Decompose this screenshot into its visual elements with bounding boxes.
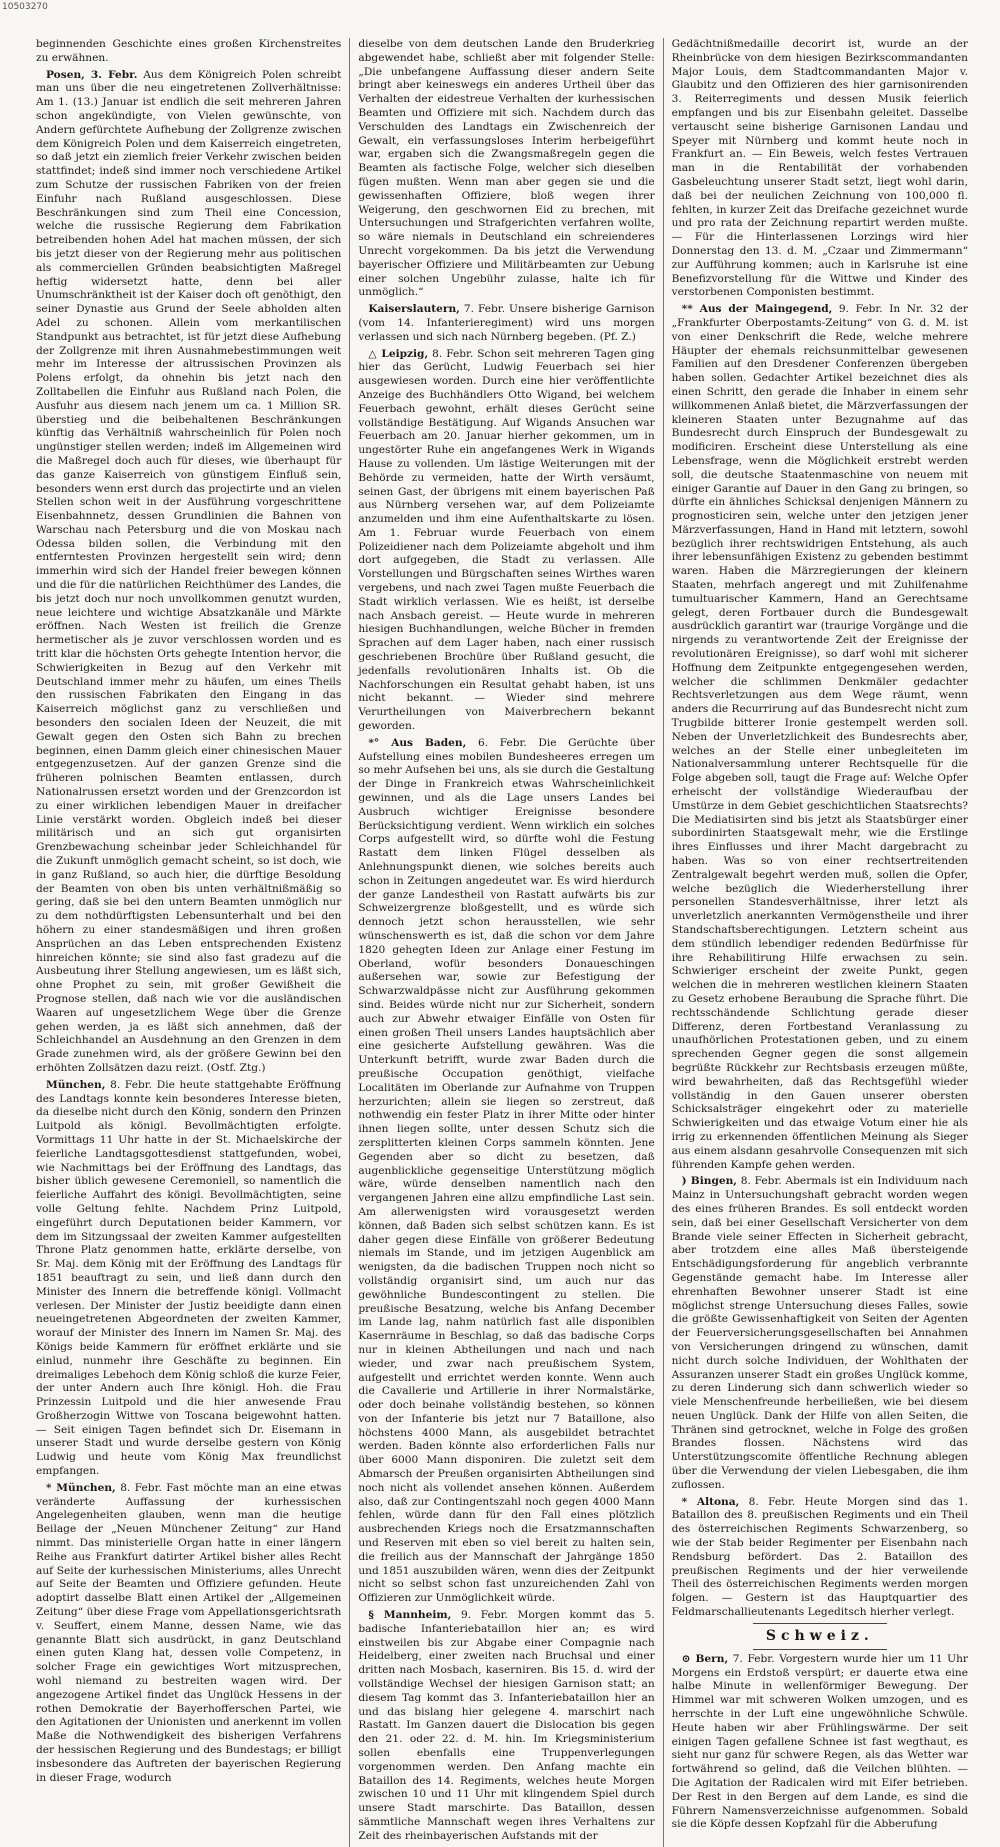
article-paragraph <box>672 303 968 1172</box>
article-dateline: ⊙ Bern, <box>681 1652 729 1665</box>
article-paragraph <box>358 1609 654 1844</box>
article-paragraph <box>358 303 654 344</box>
section-rule <box>753 1649 886 1650</box>
article-paragraph <box>358 348 654 734</box>
article-body: Aus dem Königreich Polen schreibt man uns über die neu eingetretenen Zollverhältnisse: Am 1. (13.) Januar ist endlich die seit mehreren Jahren schon angekündigte, von Vielen gewünschte, von Andern gefürchtete Aufhebung der Zollgrenze zwischen dem Königreich Polen und dem Kaiserreich eingetreten, so daß jetzt ein ziemlich freier Verkehr zwischen beiden stattfindet; indeß sind immer noch verschiedene Artikel zum Schutze der russischen Fabriken von der freien Einfuhr nach Rußland ausgeschlossen. Diese Beschränkungen sind zum Theil eine Concession, welche die russische Regierung dem Fabrikation betreibenden hohen Adel hat machen müssen, der sich bis jetzt dieser von der Regierung mehr aus politischen als commerciellen Gründen beabsichtigten Maßregel heftig widersetzt hatte, denn bei aller Unumschränktheit ist der Kaiser doch oft genöthigt, den seiner Dynastie aus Grund der Seele abholden alten Adel zu schonen. Allein vom merkantilischen Standpunkt aus betrachtet, ist für jetzt diese Aufhebung der Zollgrenze mit ihren Ausnahmebestimmungen weit mehr im Interesse der altrussischen Provinzen als Polens erfolgt, da ohnehin bis jetzt nach den Zolltabellen die Einfuhr aus Rußland nach Polen, die Ausfuhr aus diesem nach jenem um ca. 1 Million SR. überstieg und die beibehaltenen Beschränkungen künftig das Verhältniß wahrscheinlich für Polen noch ungünstiger stellen werden; indeß im Allgemeinen wird die Maßregel doch auch für dieses, wie überhaupt für das ganze Kaiserreich von günstigem Einfluß sein, besonders wenn erst durch das projectirte und an vielen Stellen schon weit in der Ausführung vorgeschrittene Eisenbahnnetz, dessen Grundlinien die Bahnen von Warschau nach Petersburg und die von Moskau nach Odessa bilden sollen, die Verbindung mit den entferntesten Provinzen hergestellt sein wird; denn immerhin wird sich der Handel freier bewegen können und die für die natürlichen Reichthümer des Landes, die bis jetzt doch nur noch unvollkommen genutzt wurden, neue leichtere und wichtige Absatzkanäle und Märkte eröffnen. Nach Westen ist freilich die Grenze hermetischer als je zuvor verschlossen worden und es tritt klar die höchsten Orts gehegte Intention hervor, die Schwierigkeiten in Bezug auf den Verkehr mit Deutschland immer mehr zu häufen, um eines Theils den russischen Fabrikaten den Eingang in das Kaiserreich möglichst ganz zu verschließen und besonders den socialen Ideen der Neuzeit, die mit Gewalt gegen den Osten sich Bahn zu brechen beginnen, einen Damm gleich einer chinesischen Mauer entgegenzusetzen. Auf der ganzen Grenze sind die früheren polnischen Beamten entlassen, durch Nationalrussen ersetzt worden und der Grenzcordon ist zu einer wirklichen lebendigen Mauer in dreifacher Linie verstärkt worden. Obgleich indeß bei dieser militärisch und an sich gut organisirten Grenzbewachung scheinbar jeder Schleichhandel für die Zukunft unmöglich gemacht scheint, so ist doch, wie in ganz Rußland, so auch hier, die dürftige Besoldung der Beamten von oben bis unten verhältnißmäßig so gering, daß sie bei den untern Beamten unmöglich nur zu dem nothdürftigsten Lebensunterhalt und bei den höhern zu einer standesmäßigen und ihren großen Ansprüchen an das Leben entsprechenden Existenz hinreichen könnte; sie sind also fast gradezu auf die Ausbeutung ihrer Stellung angewiesen, um es läßt sich, ohne Prophet zu sein, mit großer Gewißheit die Prognose stellen, daß nach wie vor die ausländischen Waaren auf ungesetzlichem Wege über die Grenze gehen werden, ja es läßt sich annehmen, daß der Schleichhandel an Ausdehnung an den Grenzen in dem Grade zunehmen wird, als der größere Gewinn bei den erhöhten Zollsätzen dazu reizt. (Ostf. Ztg.) <box>36 68 342 1074</box>
article-body: 7. Febr. Unsere bisherige Garnison (vom 14. Infanterieregiment) wird uns morgen verlassen und sich nach Nürnberg begeben. (Pf. Z.) <box>358 303 655 343</box>
article-body: 8. Febr. Abermals ist ein Individuum nach Mainz in Untersuchungshaft gebracht worden wegen des eines früheren Brandes. Es soll entdeckt worden sein, daß bei einer Gesellschaft Versicherter von dem Brande viele seiner Effecten in Sicherheit gebracht, aber trotzdem eine alles Maß übersteigende Entschädigungsforderung für angeblich verbrannte Gegenstände gemacht habe. Im Interesse aller ehrenhaften Bewohner unserer Stadt ist eine möglichst strenge Untersuchung dieses Falles, sowie die größte Gewissenhaftigkeit von Seiten der Agenten der Feuerversicherungsgesellschaften bei Annahmen von Versicherungen dringend zu wünschen, damit nicht durch solche Individuen, der Wohlthaten der Assuranzen unserer Stadt ein großes Unglück komme, zu deren Linderung sich dann schwerlich wieder so viele Menschenfreunde herbeiließen, wie bei diesem neuen Unglück. Dank der Hilfe von allen Seiten, die Thränen sind getrocknet, welche in Folge des großen Brandes flossen. Nächstens wird das Unterstützungscomite öffentliche Rechnung ablegen über die Verwendung der vielen Liebesgaben, die ihm zuflossen. <box>671 1175 968 1491</box>
article-dateline: § Mannheim, <box>368 1609 452 1622</box>
article-body: 8. Febr. Schon seit mehreren Tagen ging hier das Gerücht, Ludwig Feuerbach sei hier ausgewiesen worden. Durch eine hier veröffentlichte Anzeige des Buchhändlers Otto Wigand, bei welchem Feuerbach gewohnt, erhält dieses Gerücht seine vollständige Bestätigung. Auf Wigands Ansuchen war Feuerbach am 20. Januar hierher gekommen, um in ungestörter Ruhe ein angefangenes Werk in Wigands Hause zu vollenden. Um lästige Weiterungen mit der Behörde zu vermeiden, hatte der Wirth versäumt, seinen Gast, der übrigens mit einem bayerischen Paß aus Nürnberg versehen war, auf dem Polizeiamte anzumelden und ihm eine Aufenthaltskarte zu lösen. Am 1. Februar wurde Feuerbach von einem Polizeidiener nach dem Polizeiamte abgeholt und ihm dort aufgegeben, die Stadt zu verlassen. Alle Vorstellungen und Bürgschaften seines Wirthes waren vergebens, und nach zwei Tagen mußte Feuerbach die Stadt wirklich verlassen. Wie es heißt, ist derselbe nach Ansbach gereist. — Heute wurde in mehreren hiesigen Buchhandlungen, welche Bücher in fremden Sprachen auf dem Lager haben, nach einer russisch geschriebenen Brochüre über Rußland gesucht, die jedenfalls revolutionären Inhalts ist. Ob die Nachforschungen ein Resultat gehabt haben, ist uns nicht bekannt. — Wieder sind mehrere Verurtheilungen von Maiverbrechern bekannt geworden. <box>358 347 655 733</box>
article-dateline: Kaiserslautern, <box>368 303 460 316</box>
section-heading: Schweiz. <box>765 1627 874 1644</box>
article-body: 8. Febr. Die heute stattgehabte Eröffnung des Landtags konnte kein besonderes Interesse bieten, da dieselbe nicht durch den König, sondern den Prinzen Luitpold als königl. Bevollmächtigten erfolgte. Vormittags 11 Uhr hatte in der St. Michaelskirche der feierliche Landtagsgottesdienst stattgefunden, wobei, wie Nachmittags bei der Eröffnung des Landtags, das bisher üblich gewesene Ceremoniell, so namentlich die feierliche Auffahrt des königl. Bevollmächtigten, seine volle Geltung fehlte. Nachdem Prinz Luitpold, eingeführt durch Deputationen beider Kammern, vor dem im Sitzungssaal der zweiten Kammer aufgestellten Throne Platz genommen hatte, erklärte derselbe, von Sr. Maj. dem König mit der Eröffnung des Landtags für 1851 beauftragt zu sein, und ließ dann durch den Minister des Innern die betreffende königl. Vollmacht verlesen. Der Minister der Justiz beeidigte dann einen neueingetretenen Abgeordneten der zweiten Kammer, worauf der Minister des Innern im Namen Sr. Maj. des Königs beide Kammern für eröffnet erklärte und sie einlud, nunmehr ihre Geschäfte zu beginnen. Ein dreimaliges Lebehoch dem König schloß die kurze Feier, der unter Andern auch Ihre königl. Hoh. die Frau Prinzessin Luitpold und die hier anwesende Frau Großherzogin Wittwe von Toscana beigewohnt hatten. — Seit einigen Tagen befindet sich Dr. Eisemann in unserer Stadt und wurde derselbe gestern von König Ludwig und heute vom König Max freundlichst empfangen. <box>36 1078 342 1478</box>
article-paragraph <box>36 69 341 1076</box>
article-dateline: München, <box>46 1078 106 1091</box>
article-paragraph <box>358 737 654 1606</box>
article-dateline: Posen, 3. Febr. <box>46 68 138 81</box>
article-body: 6. Febr. Die Gerüchte über Aufstellung eines mobilen Bundesheeres erregen um so mehr Aufsehen bei uns, als sie durch die Gestaltung der Dinge in Frankreich etwas Wahrscheinlichkeit gewinnen, und als die Lage unsers Landes bei Ausbruch wichtiger Ereignisse besondere Berücksichtigung verdient. Wenn wirklich ein solches Corps aufgestellt wird, so dürfte wohl die Festung Rastatt dem linken Flügel desselben als Anlehnungspunkt dienen, wie solches bereits auch schon in Zeitungen angedeutet war. Es wird hierdurch der ganze Landestheil von Rastatt aufwärts bis zur Schweizergrenze bloßgestellt, und es würde sich dennoch jetzt schon herausstellen, wie sehr wünschenswerth es ist, daß die schon vor dem Jahre 1820 gehegten Ideen zur Anlage einer Festung im Oberland, wofür besonders Donaueschingen außersehen war, sowie zur Befestigung der Schwarzwaldpässe nicht zur Ausführung gekommen sind. Beides würde nicht nur zur Sicherheit, sondern auch zur Abwehr etwaiger Einfälle von Osten für einen großen Theil unsers Landes hauptsächlich aber eine gesicherte Aufstellung gewähren. Was die Unterkunft betrifft, wurde zwar Baden durch die preußische Occupation genöthigt, vielfache Localitäten im Oberlande zur Aufnahme von Truppen herzurichten; allein sie liegen so zerstreut, daß nothwendig ein fester Platz in ihrer Mitte oder hinter ihnen liegen sollte, unter dessen Schutz sich die zersplitterten kleinen Corps sammeln könnten. Jene Gegenden aber so dicht zu besetzen, daß augenblickliche gegenseitige Unterstützung möglich wäre, würde denselben namentlich nach den vergangenen Jahren eine allzu empfindliche Last sein. Am allerwenigsten wird vorausgesetzt werden können, daß Baden sich selbst schützen kann. Es ist daher gegen diese Einfälle von größerer Bedeutung niemals im Stande, und im jetzigen Augenblick am wenigsten, da die badischen Truppen noch nicht so vollständig organisirt sind, um auch nur das gewöhnliche Bundescontingent zu stellen. Die preußische Besatzung, welche bis Anfang December im Lande lag, nahm natürlich fast alle disponiblen Kasernräume in Beschlag, so daß das badische Corps nur in kleinen Abtheilungen und nach und nach wieder, und zwar nach preußischem System, aufgestellt und errichtet werden konnte. Wenn auch die Cavallerie und Artillerie in ihrer Normalstärke, oder doch beinahe vollständig bestehen, so können von der Infanterie bis jetzt nur 7 Bataillone, also höchstens 4000 Mann, als ausgebildet betrachtet werden. Baden könnte also erforderlichen Falls nur über 6000 Mann disponiren. Die zuletzt seit dem Abmarsch der Preußen organisirten Abtheilungen sind noch nicht als vollendet ansehen können. Außerdem also, daß zur Contingentszahl noch gegen 4000 Mann fehlen, würde dann für den Fall eines plötzlich ausbrechenden Kriegs noch die Ersatzmannschaften und Reserven mit eben so viel bereit zu halten sein, die freilich aus der Mannschaft der Jahrgänge 1850 und 1851 auszubilden wären, wenn dies der Zeitpunkt nicht so selbst schon fast unzureichenden Zahl von Offizieren zur Unmöglichkeit würde. <box>358 736 655 1605</box>
article-paragraph <box>36 38 341 66</box>
section-rule <box>753 1623 886 1624</box>
article-body: 9. Febr. Morgen kommt das 5. badische Infanteriebataillon hier an; es wird einstweilen bis zur Abgabe einer Compagnie nach Heidelberg, einer zweiten nach Bruchsal und einer dritten nach Mosbach, kaserniren. Bis 15. d. wird der vollständige Wechsel der hiesigen Garnison statt; an diesem Tag kommt das 3. Infanteriebataillon hier an und das bislang hier gelegene 4. marschirt nach Rastatt. Im Ganzen dauert die Dislocation bis gegen den 21. oder 22. d. M. hin. Im Kriegsministerium sollen ebenfalls eine Truppenverlegungen vorgenommen werden. Den Anfang machte ein Bataillon des 14. Regiments, welches heute Morgen zwischen 10 und 11 Uhr mit klingendem Spiel durch unsere Stadt marschirte. Das Bataillon, dessen sämmtliche Mannschaft wegen ihres Verhaltens zur Zeit des rheinbayerischen Aufstands mit der <box>358 1609 655 1842</box>
article-body: 8. Febr. Heute Morgen sind das 1. Bataillon des 8. preußischen Regiments und ein Theil des österreichischen Regiments Schwarzenberg, so wie der Stab beider Regimenter per Eisenbahn nach Rendsburg befördert. Das 2. Bataillon des preußischen Regiments und der hier verweilende Theil des österreichischen Regiments werden morgen folgen. — Gestern ist das Hauptquartier des Feldmarschallieutenants Legeditsch hierher verlegt. <box>671 1495 968 1619</box>
article-dateline: * Altona, <box>681 1495 740 1508</box>
article-body: 8. Febr. Fast möchte man an eine etwas veränderte Auffassung der kurhessischen Angelegenheiten glauben, wenn man die heutige Beilage der „Neuen Münchener Zeitung“ zur Hand nimmt. Das ministerielle Organ hatte in einer längern Reihe aus Frankfurt datirter Artikel bisher alles Recht auf Seite der kurhessischen Ministeriums, alles Unrecht auf Seite der Beamten und Offiziere gefunden. Heute adoptirt dasselbe Blatt einen Artikel der „Allgemeinen Zeitung“ über diese Frage vom Appellationsgerichtsrath v. Seuffert, einem Manne, dessen Name, wie das genannte Blatt sich ausdrückt, in ganz Deutschland einen guten Klang hat, dessen volle Competenz, in solcher Frage ein gewichtiges Wort mitzusprechen, wohl niemand zu bestreiten wagen wird. Der angezogene Artikel findet das Unglück Hessens in der rothen Demokratie der Bayerhofferschen Partei, wie den Agitationen der Unionisten und anerkennt im vollen Maße die Nothwendigkeit des bisherigen Verfahrens der hessischen Regierung und des Bundestags; er billigt insbesondere das Auftreten der bayerischen Regierung in dieser Frage, wodurch <box>36 1481 342 1784</box>
column-1 <box>36 38 349 1847</box>
article-body: Gedächtnißmedaille decorirt ist, wurde an der Rheinbrücke von dem hiesigen Bezirkscommandanten Major Louis, dem Stadtcommandanten Major v. Glaubitz und den Offizieren des hier garnisonirenden 3. Reiterregiments und dessen Musik feierlich empfangen und bis zur Eisenbahn geleitet. Dasselbe vertauscht seine bisherige Garnisonen Landau und Speyer mit Nürnberg und kommt heute noch in Frankfurt an. — Ein Beweis, welch festes Vertrauen man in die Rentabilität der vorhabenden Gasbeleuchtung unserer Stadt setzt, liegt wohl darin, daß bei der neulichen Zeichnung von 100,000 fl. fehlten, in kurzer Zeit das Dreifache gezeichnet wurde und pro rata der Zeichnung repartirt werden mußte. — Für die Hinterlassenen Lorzings wird hier Donnerstag den 13. d. M. „Czaar und Zimmermann“ zur Aufführung kommen; auch in Karlsruhe ist eine Benefizvorstellung für die Wittwe und Kinder des verstorbenen Componisten bestimmt. <box>671 38 968 299</box>
article-dateline: ** Aus der Maingegend, <box>681 303 833 316</box>
article-body: dieselbe von dem deutschen Lande den Bruderkrieg abgewendet habe, schließt aber mit folgender Stelle: „Die unbefangene Auffassung dieser andern Seite bringt aber keineswegs ein anderes Urtheil über das Verhalten der eidestreue Verhalten der kurhessischen Beamten und Offiziere mit sich. Nachdem durch das Verschulden des Landtags ein Zwischenreich der Gewalt, ein verfassungsloses Interim herbeigeführt war, ergaben sich die Zwangsmaßregeln gegen die Beamten als factische Folge, welcher sich dieselben fügen mußten. Wenn man aber gegen sie und die gewissenhaften Offiziere, bloß wegen ihrer Weigerung, den geschwornen Eid zu brechen, mit Untersuchungen und Strafgerichten verfahren wollte, so wäre niemals in Deutschland ein schreienderes Unrecht vorgekommen. Da bis jetzt die Verwendung bayerischer Offiziere und Militärbeamten zur Uebung einer solchen Ungebühr zulasse, halte ich für unmöglich.“ <box>358 38 655 299</box>
article-dateline: * München, <box>46 1481 116 1494</box>
article-paragraph <box>672 1653 968 1832</box>
article-dateline: △ Leipzig, <box>368 347 429 360</box>
article-paragraph <box>672 1175 968 1492</box>
article-body: beginnenden Geschichte eines großen Kirchenstreites zu erwähnen. <box>36 38 342 64</box>
article-paragraph <box>672 38 968 300</box>
article-paragraph <box>358 38 654 300</box>
article-paragraph <box>36 1079 341 1479</box>
newspaper-columns <box>36 38 976 1842</box>
column-2 <box>349 38 662 1847</box>
article-body: 9. Febr. In Nr. 32 der „Frankfurter Oberpostamts-Zeitung“ von G. d. M. ist von einer Denkschrift die Rede, welche mehrere Häupter der ehemals reichsunmittelbar gewesenen Familien auf den Dresdener Conferenzen übergeben haben sollen. Gedachter Artikel bezeichnet dies als einen Schritt, den gerade die Inhaber in einem sehr willkommenen Anlaß bietet, die Märzverfassungen der kleineren Staaten unter Bezugnahme auf das Bundesrecht durch Einspruch der Bundesgewalt zu modificiren. Erscheint diese Unterstellung als eine Lebensfrage, wenn die Möglichkeit erstrebt werden soll, die deutsche Staatenmaschine von neuem mit einiger Garantie auf Dauer in den Gang zu bringen, so dürfte ein ähnliches Schicksal denjenigen Männern zu prognosticiren sein, welche unter den jetzigen jener Märzverfassungen, Hand in Hand mit letztern, sowohl bezüglich ihrer rechtswidrigen Entstehung, als auch ihrer lebensunfähigen Existenz zu gebenden bestimmt waren. Haben die Märzregierungen der kleinern Staaten, mehrfach angeregt und mit Zuhilfenahme tumultuarischer Kammern, Hand an Gerechtsame gelegt, deren Fortbauer durch die Bundesgewalt ausdrücklich garantirt war (traurige Vorgänge und die nirgends zu verantwortende Zeit der Ereignisse der revolutionären Ereignisse), so darf wohl mit sicherer Hoffnung dem Zeitpunkte entgegengesehen werden, welcher die schlimmen Denkmäler gedachter Rechtsverletzungen aus dem Wege räumt, wenn anders die Recurrirung auf das Bundesrecht nicht zum Trugbilde bitterer Ironie gestempelt werden soll. Neben der Unverletzlichkeit des Bundesrechts aber, welches an der Stelle einer unbegleiteten im Nationalversammlung unterer Rechtsquelle für die Folge abgeben soll, taugt die Frage auf: Welche Opfer erheischt der vollständige Wiederaufbau der Umstürze in dem Gebiet geschichtlichen Staatsrechts? Die Mediatisirten sind bis jetzt als Staatsbürger einer subordinirten Staatsgewalt mehr, wie die Erstlinge ihres Einflusses und ihrer Macht dargebracht zu haben. Was so von einer rechtsertreitenden Zentralgewalt begehrt werden muß, sollen die Opfer, welche bezüglich die Wiederherstellung ihrer personellen Standesverhältnisse, ihrer letzt als unverletzlich anerkannten Vermögenstheile und ihrer Standschaftsberechtigungen. Letztern scheint aus dem stündlich lebendiger redenden Bedürfnisse für ihre Rehabilitirung Hilfe erwachsen zu sein. Schwieriger erscheint der zweite Punkt, gegen welchen die in mehreren westlichen kleinern Staaten zu Gesetz erhobene Beraubung die Sprache führt. Die rechtsschändende Schlichtung gerade dieser Differenz, deren Fortbestand Veranlassung zu unaufhörlichen Protestationen geben, und zu einem sprechenden Gegner gegen die sonst allgemein begrüßte Rückkehr zur Rechtsbasis erzeugen müßte, wird bewahrheiten, daß das Rechtsgefühl wieder vollständig in den Gauen unserer obersten Schicksalsträger eingekehrt oder zu materielle Schwierigkeiten und das etwaige Votum einer hie als irrig zu erkennenden öffentlichen Meinung als Sieger aus einem alsdann gesahrvolle Consequenzen mit sich führenden Kampfe gehen werden. <box>671 303 968 1171</box>
article-body: 7. Febr. Vorgestern wurde hier um 11 Uhr Morgens ein Erdstoß verspürt; er dauerte etwa eine halbe Minute in wellenförmiger Bewegung. Der Himmel war mit schweren Wolken umzogen, und es herrschte in der Luft eine ungewöhnliche Schwüle. Heute haben wir aber Frühlingswärme. Der seit einigen Tagen gefallene Schnee ist fast wegthaut, es sieht nur ganz für schwere Regen, als das Wetter war fortwährend so gelind, daß die Veilchen blühten. — Die Agitation der Radicalen wird mit Eifer betrieben. Der Rest in den Bergen auf dem Lande, es sind die Führern Namensverzeichnisse aufgenommen. Sobald sie die Köpfe dessen Kopfzahl für die Abberufung <box>671 1652 968 1831</box>
article-paragraph <box>36 1482 341 1786</box>
page-number: 10503270 <box>2 2 48 12</box>
article-dateline: ) Bingen, <box>681 1175 737 1188</box>
column-3 <box>663 38 976 1847</box>
article-dateline: *° Aus Baden, <box>368 736 467 749</box>
article-paragraph <box>672 1496 968 1620</box>
